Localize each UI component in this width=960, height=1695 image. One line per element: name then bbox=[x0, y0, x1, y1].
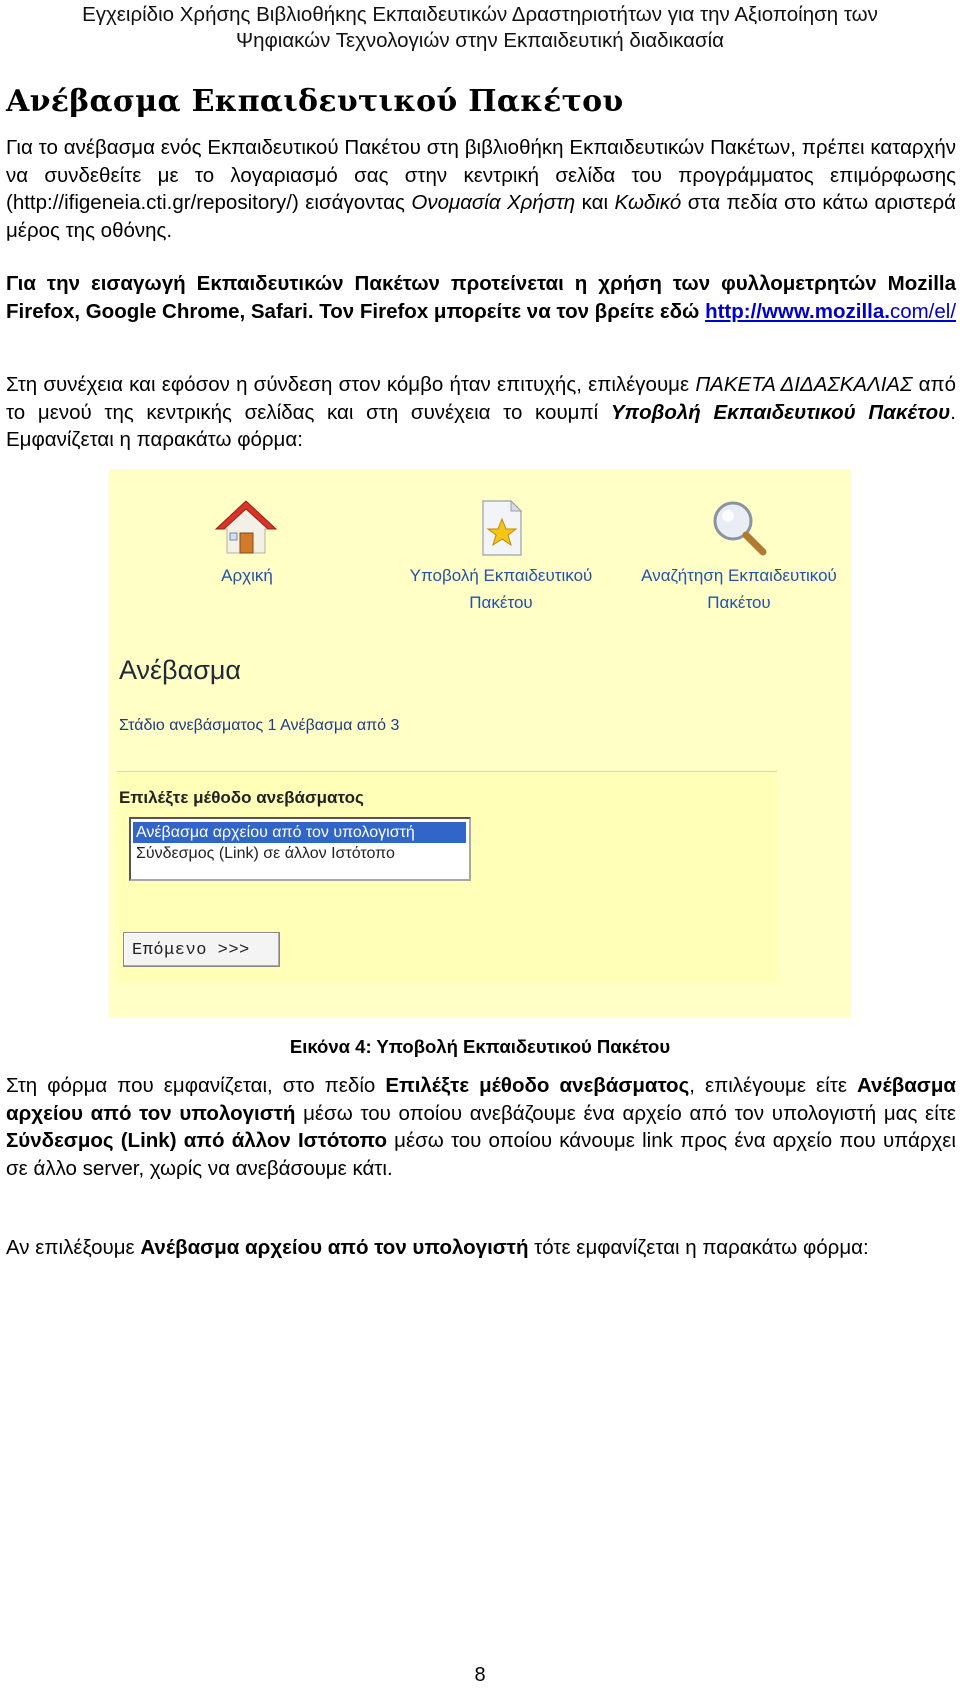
p5-text-a: Αν επιλέξουμε bbox=[6, 1236, 141, 1259]
nav-search-label-2: Πακέτου bbox=[707, 593, 771, 612]
p4-text-d: μέσω του οποίου κάνουμε link προς ένα αρχείο που υπάρχει σε άλλο server, χωρίς να ανεβάσουμε κάτι. bbox=[6, 1129, 956, 1180]
header-line-2: Ψηφιακών Τεχνολογιών στην Εκπαιδευτική διαδικασία bbox=[235, 29, 725, 52]
nav-search-label-1: Αναζήτηση Εκπαιδευτικού bbox=[641, 566, 837, 585]
nav-search-package[interactable] bbox=[629, 562, 849, 616]
nav-submit-label-1: Υποβολή Εκπαιδευτικού bbox=[409, 566, 593, 585]
upload-stage-text: Στάδιο ανεβάσματος 1 Ανέβασμα από 3 bbox=[119, 717, 400, 734]
p4-text-c: μέσω του οποίου ανεβάζουμε ένα αρχείο από τον υπολογιστή μας είτε bbox=[295, 1101, 956, 1125]
section-heading: Ανέβασμα Εκπαιδευτικού Πακέτου bbox=[6, 84, 624, 119]
upload-form-screenshot bbox=[109, 469, 851, 1018]
nav-home[interactable] bbox=[205, 562, 289, 589]
upload-method-listbox[interactable] bbox=[129, 817, 471, 881]
upload-title: Ανέβασμα bbox=[119, 655, 242, 685]
p4-method-field: Επιλέξτε μέθοδο ανεβάσματος bbox=[385, 1074, 690, 1097]
p3-text-c: . Εμφανίζεται η παρακάτω φόρμα: bbox=[6, 400, 956, 451]
option-upload-from-computer[interactable]: Ανέβασμα αρχείου από τον υπολογιστή bbox=[133, 822, 466, 843]
p3-text-b: από το μενού της κεντρικής σελίδας και στη συνέχεια το κουμπί bbox=[6, 373, 956, 424]
nav-submit-package[interactable] bbox=[393, 562, 609, 616]
paragraph-method-choice bbox=[6, 1072, 956, 1182]
p5-text-b: τότε εμφανίζεται η παρακάτω φόρμα: bbox=[528, 1236, 869, 1259]
home-icon bbox=[215, 499, 277, 557]
p1-password-term: Κωδικό bbox=[614, 191, 682, 214]
p3-menu-term: ΠΑΚΕΤΑ ΔΙΔΑΣΚΑΛΙΑΣ bbox=[695, 373, 913, 396]
header-line-1: Εγχειρίδιο Χρήσης Βιβλιοθήκης Εκπαιδευτικών Δραστηριοτήτων για την Αξιοποίηση των bbox=[82, 3, 878, 26]
nav-submit-label-2: Πακέτου bbox=[469, 593, 533, 612]
figure-caption: Εικόνα 4: Υποβολή Εκπαιδευτικού Πακέτου bbox=[289, 1036, 671, 1057]
nav-home-label: Αρχική bbox=[221, 566, 273, 585]
p4-text-b: , επιλέγουμε είτε bbox=[689, 1074, 857, 1097]
option-link-other-site[interactable]: Σύνδεσμος (Link) σε άλλον Ιστότοπο bbox=[136, 845, 395, 862]
p3-text-a: Στη συνέχεια και εφόσον η σύνδεση στον κόμβο ήταν επιτυχής, επιλέγουμε bbox=[6, 373, 696, 396]
running-header bbox=[0, 2, 960, 54]
p2-text: Για την εισαγωγή Εκπαιδευτικών Πακέτων προτείνεται η χρήση των φυλλομετρητών Mozilla Firefox, Google Chrome, Safari. Τον Firefox μπορείτε να τον βρείτε εδώ bbox=[6, 272, 956, 323]
next-button[interactable]: Επόμενο >>> bbox=[123, 932, 280, 967]
paragraph-next-form bbox=[6, 1234, 956, 1262]
page-number: 8 bbox=[474, 1664, 486, 1686]
firefox-link-rest[interactable]: com/el/ bbox=[889, 299, 957, 323]
paragraph-login bbox=[6, 134, 956, 244]
p5-upload-option: Ανέβασμα αρχείου από τον υπολογιστή bbox=[140, 1236, 529, 1259]
method-label: Επιλέξτε μέθοδο ανεβάσματος bbox=[119, 788, 364, 807]
p4-link-option: Σύνδεσμος (Link) από άλλον Ιστότοπο bbox=[6, 1129, 387, 1152]
paragraph-browsers bbox=[6, 270, 956, 325]
p3-button-term: Υποβολή Εκπαιδευτικού Πακέτου bbox=[610, 400, 951, 424]
p1-username-term: Ονομασία Χρήστη bbox=[411, 191, 576, 214]
paragraph-menu bbox=[6, 371, 956, 454]
p4-upload-option: Ανέβασμα αρχείου από τον υπολογιστή bbox=[6, 1074, 956, 1125]
p1-text-c: στα πεδία στο κάτω αριστερά μέρος της οθόνης. bbox=[6, 191, 957, 242]
magnifier-icon bbox=[709, 499, 769, 557]
p1-text-a: Για το ανέβασμα ενός Εκπαιδευτικού Πακέτου στη βιβλιοθήκη Εκπαιδευτικών Πακέτων, πρέπει καταρχήν να συνδεθείτε με το λογαριασμό σας στην κεντρική σελίδα του προγράμματος επιμόρφωσης (http://ifigeneia.cti.gr/repository/) εισάγοντας bbox=[6, 136, 956, 214]
document-star-icon bbox=[479, 499, 525, 557]
p4-text-a: Στη φόρμα που εμφανίζεται, στο πεδίο bbox=[6, 1074, 386, 1097]
firefox-link-bold[interactable]: http://www.mozilla. bbox=[705, 299, 890, 323]
p1-text-b: και bbox=[575, 191, 615, 214]
